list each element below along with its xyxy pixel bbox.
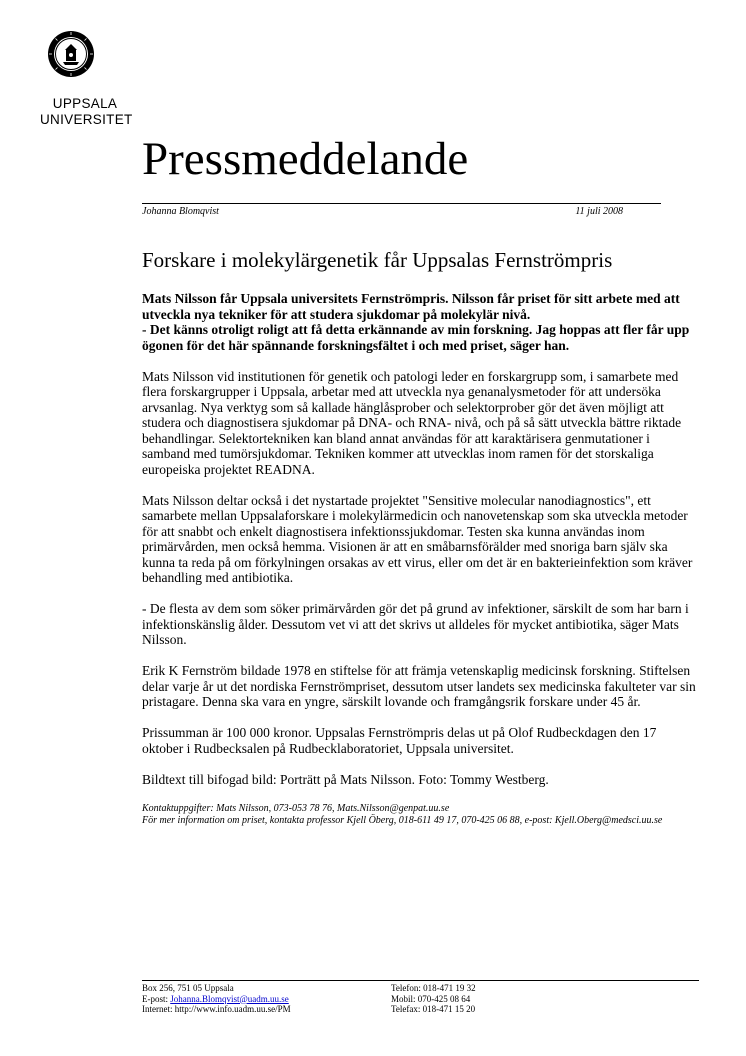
byline (142, 206, 623, 217)
lead-text: Mats Nilsson får Uppsala universitets Fernströmpris. Nilsson får priset för sitt arbete med att utveckla nya tekniker för att studera sjukdomar på molekylär nivå. - Det känns otroligt roligt att få detta erkännande av min forskning. Jag hoppas att fler får upp ögonen för det här spännande forskningsfältet i och med priset, säger han. (142, 291, 690, 353)
contact-line-2: För mer information om priset, kontakta professor Kjell Öberg, 018-611 49 17, 070-425 06 88, e-post: Kjell.Oberg@medsci.uu.se (142, 814, 663, 826)
footer-fax: Telefax: 018-471 15 20 (391, 1004, 476, 1015)
photo-caption: Bildtext till bifogad bild: Porträtt på Mats Nilsson. Foto: Tommy Westberg. (142, 771, 549, 787)
header-divider (142, 203, 661, 204)
author-name: Johanna Blomqvist (142, 206, 219, 217)
body-paragraph: - De flesta av dem som söker primärvården gör det på grund av infektioner, särskilt de som har barn i infektionskänslig ålder. Dessutom vet vi att det skrivs ut alldeles för mycket antibiotika, säger Mats Nilsson. (142, 601, 689, 647)
footer-phone: Telefon: 018-471 19 32 (391, 983, 476, 993)
footer-phone-block (391, 983, 476, 1015)
article-headline: Forskare i molekylärgenetik får Uppsalas Fernströmpris (142, 248, 613, 272)
contact-line-1: Kontaktuppgifter: Mats Nilsson, 073-053 78 76, Mats.Nilsson@genpat.uu.se (142, 802, 450, 814)
logo-line-2: UNIVERSITET (40, 112, 133, 127)
body-paragraph: Erik K Fernström bildade 1978 en stiftelse för att främja vetenskaplig medicinsk forskning. Stiftelsen delar varje år ut det nordiska Fernströmpriset, dessutom utser landets sex medicinska fakulteter var sin pristagare. Denna ska vara en yngre, särskilt lovande och framgångsrik forskare under 45 år. (142, 663, 696, 709)
university-seal-icon (47, 30, 95, 78)
footer-mobile: Mobil: 070-425 08 64 (391, 993, 471, 1004)
footer-divider (142, 980, 699, 981)
lead-paragraph (142, 291, 698, 353)
body-paragraph: Prissumman är 100 000 kronor. Uppsalas Fernströmpris delas ut på Olof Rudbeckdagen den 17 oktober i Rudbecksalen på Rudbecklaboratoriet, Uppsala universitet. (142, 725, 657, 756)
logo-line-1: UPPSALA (52, 96, 118, 111)
contact-info (142, 803, 698, 827)
body-paragraph: Mats Nilsson deltar också i det nystartade projektet "Sensitive molecular nanodiagnostics", ett samarbete mellan Uppsalaforskare i molekylärmedicin och nanovetenskap som ska utveckla metoder för att snabbt och enkelt diagnostisera infektionssjukdomar. Testen ska kunna användas inom primärvården, men också hemma. Visionen är att en småbarnsförälder med snoriga barn själv ska kunna ta reda på om förkylningen orsakas av ett virus, eller om det är en bakterieinfektion som kräver behandling med antibiotika. (142, 492, 693, 585)
footer-address-block (142, 983, 291, 1015)
body-paragraph: Mats Nilsson vid institutionen för genetik och patologi leder en forskargrupp som, i samarbete med flera forskargrupper i Uppsala, arbetar med att utveckla nya genanalysmetoder för att undersöka arvsanlag. Nya verktyg som så kallade hänglåsprober och selektorprober gör det även möjligt att studera och diagnostisera sjukdomar på DNA- och RNA- nivå, och på så sätt utveckla bättre riktade behandlingar. Selektortekniken kan bland annat användas för att karaktärisera genmutationer i samband med tumörsjukdomar. Tekniken kommer att utvecklas inom ramen för det storskaliga europeiska projektet READNA. (142, 368, 682, 477)
footer-internet: Internet: http://www.info.uadm.uu.se/PM (142, 1004, 291, 1015)
document-type-title: Pressmeddelande (142, 133, 469, 185)
footer-email-label: E-post: (142, 993, 171, 1004)
article-body (142, 291, 698, 842)
publish-date: 11 juli 2008 (575, 206, 623, 217)
footer-address: Box 256, 751 05 Uppsala (142, 983, 234, 993)
footer-email-row (142, 994, 291, 1005)
footer-email-link[interactable]: Johanna.Blomqvist@uadm.uu.se (170, 993, 289, 1004)
